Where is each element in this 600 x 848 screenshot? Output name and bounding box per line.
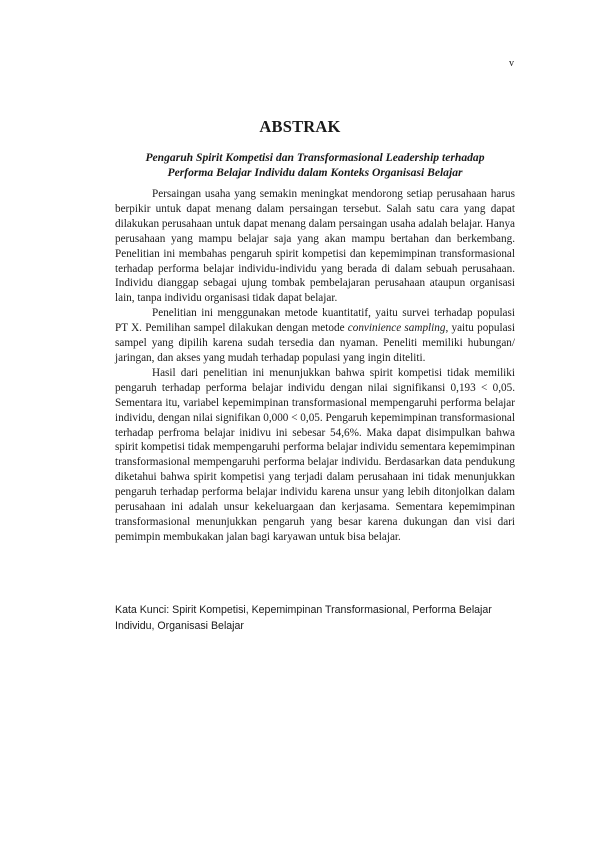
abstract-paragraph-3: Hasil dari penelitian ini menunjukkan bahwa spirit kompetisi tidak memiliki pengaruh terhadap performa belajar individu dengan nilai signifikansi 0,193 < 0,05. Sementara itu, variabel kepemimpinan transformasional mempengaruhi performa belajar individu, dengan nilai signifikan 0,000 < 0,05. Pengaruh kepemimpinan transformasional terhadap perfroma belajar inidivu ini sebesar 54,6%. Maka dapat disimpulkan bahwa spirit kompetisi tidak mempengaruhi performa belajar individu sementara kepemimpinan transformasional mempengaruhi performa belajar individu. Berdasarkan data pendukung diketahui bahwa spirit kompetisi yang terjadi dalam perusahaan ini tidak menunjukkan pengaruh terhadap performa belajar individu karena unsur yang lebih ditonjolkan dalam perusahaan ini adalah unsur kekeluargaan dan kerjasama. Sementara kepemimpinan transformasional menunjukkan pengaruh yang besar karena dukungan dan visi dari pemimpin membukakan jalan bagi karyawan untuk bisa belajar. — [115, 366, 515, 543]
abstract-paragraph-1: Persaingan usaha yang semakin meningkat mendorong setiap perusahaan harus berpikir untuk dapat menang dalam persaingan tersebut. Salah satu cara yang dapat dilakukan perusahaan untuk dapat menang dalam persaingan usaha adalah belajar. Hanya perusahaan yang mampu belajar saja yang akan mampu bertahan dan berkembang. Penelitian ini membahas pengaruh spirit kompetisi dan kepemimpinan transformasional terhadap performa belajar individu-individu yang berada di dalam sebuah perusahaan. Individu dianggap sebagai ujung tombak pembelajaran perusahaan ataupun organisasi lain, tanpa individu organisasi tidak dapat belajar. — [115, 188, 515, 305]
keywords: Kata Kunci: Spirit Kompetisi, Kepemimpinan Transformasional, Performa Belajar Individu, Organisasi Belajar — [115, 604, 492, 632]
paragraph-2-text-a: Penelitian ini menggunakan metode kuantitatif, yaitu survei terhadap populasi PT X. Pemilihan sampel dilakukan dengan metode — [115, 307, 515, 335]
abstract-paragraph-2 — [115, 306, 515, 366]
thesis-title — [100, 151, 530, 180]
thesis-title-line1: Pengaruh Spirit Kompetisi dan Transformasional Leadership terhadap — [145, 151, 485, 164]
abstract-body — [115, 187, 515, 545]
paragraph-2-italic-term: convinience sampling — [347, 322, 446, 335]
abstract-heading: ABSTRAK — [259, 117, 341, 136]
page-number: v — [509, 58, 514, 69]
paragraph-2-text-b: , yaitu populasi sampel yang dipilih karena sudah tersedia dan nyaman. Peneliti memiliki hubungan/ jaringan, dan akses yang mudah terhadap populasi yang ingin diteliti. — [115, 322, 516, 364]
thesis-title-line2: Performa Belajar Individu dalam Konteks Organisasi Belajar — [167, 165, 463, 179]
